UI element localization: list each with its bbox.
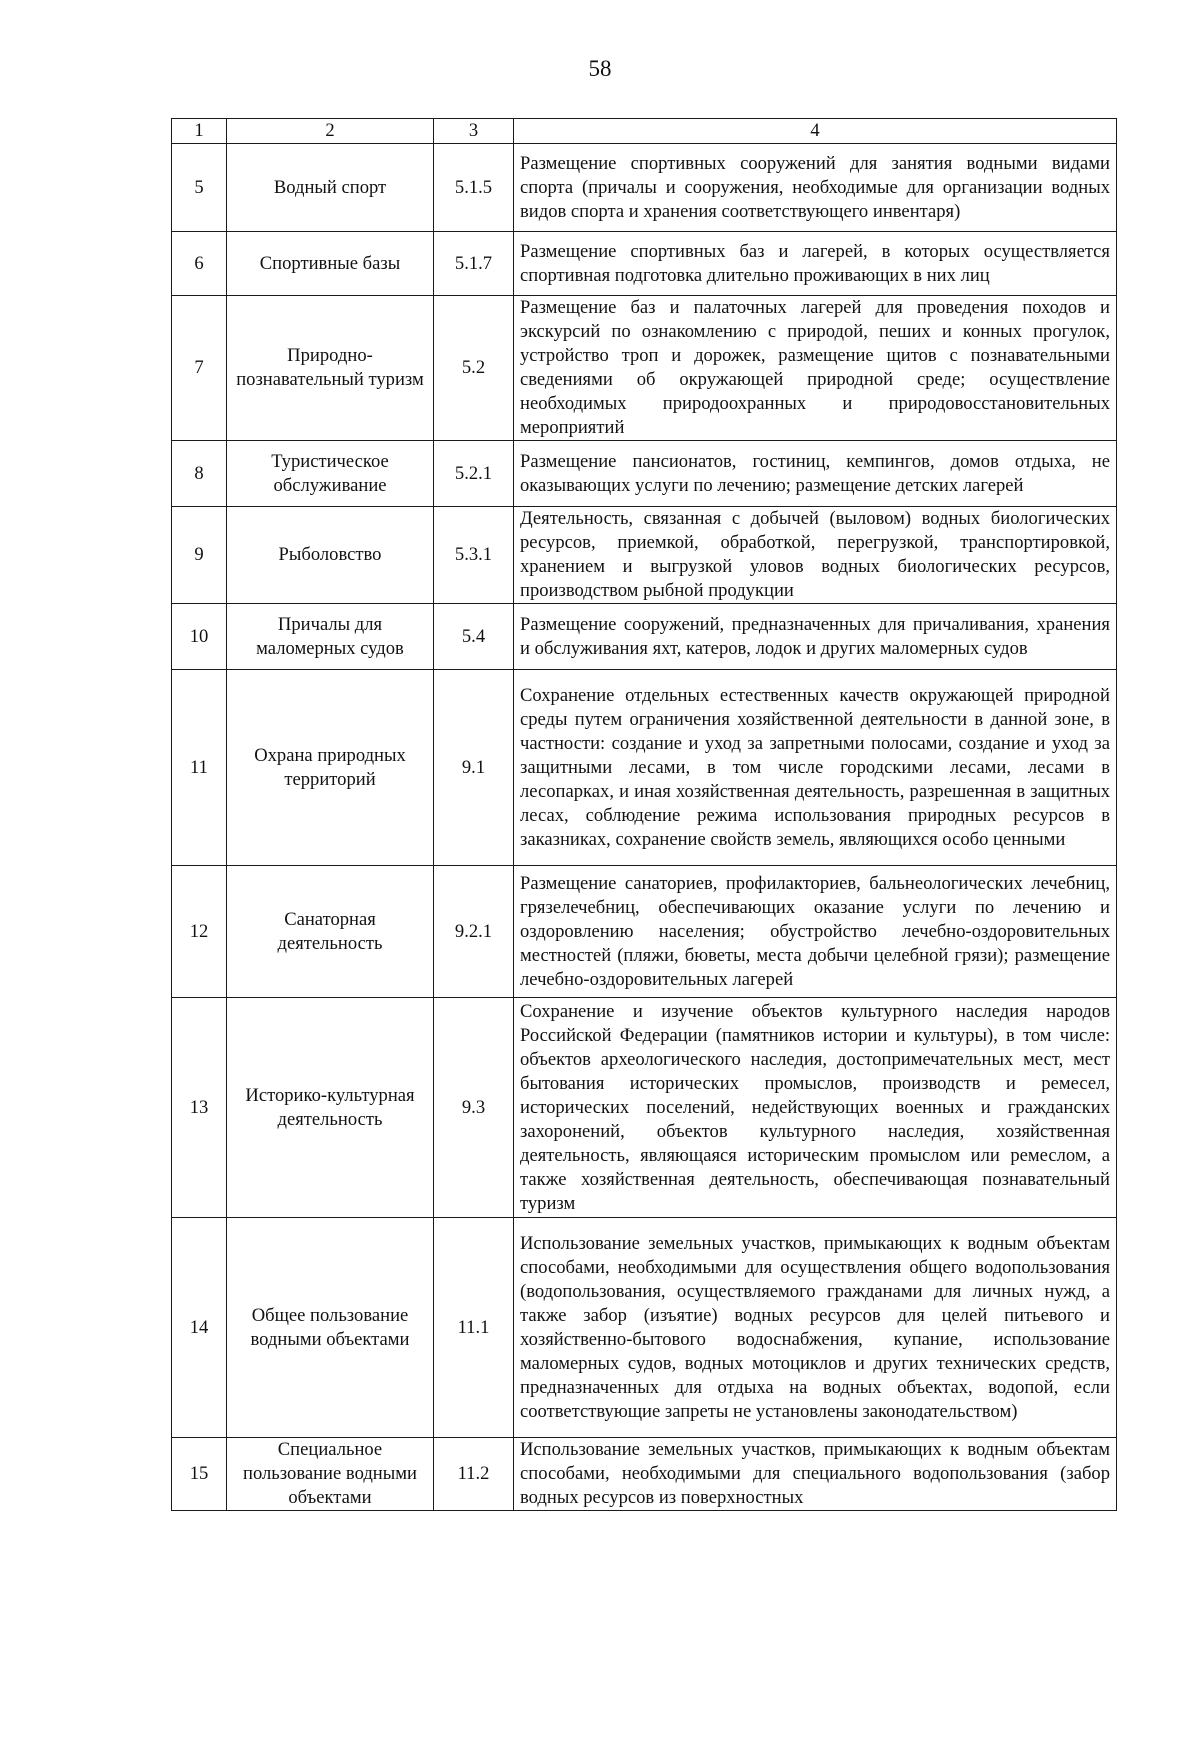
land-use-code: 9.3 <box>434 998 514 1218</box>
row-number: 6 <box>172 232 227 296</box>
land-use-description: Размещение спортивных сооружений для занятия водными видами спорта (причалы и сооружения, необходимые для организации водных видов спорта и хранения соответствующего инвентаря) <box>514 144 1117 232</box>
land-use-name: Рыболовство <box>227 507 434 604</box>
land-use-description: Сохранение и изучение объектов культурного наследия народов Российской Федерации (памятников истории и культуры), в том числе: объектов археологического наследия, достопримечательных мест, мест бытования исторических промыслов, производств и ремесел, исторических поселений, недействующих военных и гражданских захоронений, объектов культурного наследия, хозяйственная деятельность, являющаяся историческим промыслом или ремеслом, а также хозяйственная деятельность, обеспечивающая познавательный туризм <box>514 998 1117 1218</box>
row-number: 11 <box>172 670 227 866</box>
land-use-name: Причалы для маломерных судов <box>227 604 434 670</box>
row-number: 9 <box>172 507 227 604</box>
land-use-description: Использование земельных участков, примыкающих к водным объектам способами, необходимыми для специального водопользования (забор водных ресурсов из поверхностных <box>514 1438 1117 1511</box>
page-number: 58 <box>588 56 612 81</box>
land-use-name: Специальное пользование водными объектами <box>227 1438 434 1511</box>
land-use-name: Охрана природных территорий <box>227 670 434 866</box>
header-col-3: 3 <box>434 119 514 144</box>
table-row <box>172 670 1117 866</box>
header-col-2: 2 <box>227 119 434 144</box>
land-use-code: 5.2 <box>434 296 514 441</box>
land-use-name: Спортивные базы <box>227 232 434 296</box>
table-row <box>172 441 1117 507</box>
land-use-code: 5.4 <box>434 604 514 670</box>
row-number: 15 <box>172 1438 227 1511</box>
land-use-description: Размещение пансионатов, гостиниц, кемпингов, домов отдыха, не оказывающих услуги по лечению; размещение детских лагерей <box>514 441 1117 507</box>
land-use-description: Размещение баз и палаточных лагерей для проведения походов и экскурсий по ознакомлению с природой, пеших и конных прогулок, устройство троп и дорожек, размещение щитов с познавательными сведениями об окружающей природной среде; осуществление необходимых природоохранных и природовосстановительных мероприятий <box>514 296 1117 441</box>
table-row <box>172 144 1117 232</box>
land-use-name: Санаторная деятельность <box>227 866 434 998</box>
row-number: 7 <box>172 296 227 441</box>
table-row <box>172 507 1117 604</box>
land-use-description: Сохранение отдельных естественных качеств окружающей природной среды путем ограничения хозяйственной деятельности в данной зоне, в частности: создание и уход за запретными полосами, создание и уход за защитными лесами, в том числе городскими лесами, лесами в лесопарках, и иная хозяйственная деятельность, разрешенная в защитных лесах, соблюдение режима использования природных ресурсов в заказниках, сохранение свойств земель, являющихся особо ценными <box>514 670 1117 866</box>
land-use-code: 9.2.1 <box>434 866 514 998</box>
row-number: 8 <box>172 441 227 507</box>
land-use-code: 11.1 <box>434 1218 514 1438</box>
land-use-description: Размещение санаториев, профилакториев, бальнеологических лечебниц, грязелечебниц, обеспечивающих оказание услуги по лечению и оздоровлению населения; обустройство лечебно-оздоровительных местностей (пляжи, бюветы, места добычи целебной грязи); размещение лечебно-оздоровительных лагерей <box>514 866 1117 998</box>
table-row <box>172 296 1117 441</box>
land-use-description: Деятельность, связанная с добычей (выловом) водных биологических ресурсов, приемкой, обработкой, перегрузкой, транспортировкой, хранением и выгрузкой уловов водных биологических ресурсов, производством рыбной продукции <box>514 507 1117 604</box>
land-use-code: 5.1.5 <box>434 144 514 232</box>
land-use-code: 5.2.1 <box>434 441 514 507</box>
table-row <box>172 604 1117 670</box>
row-number: 14 <box>172 1218 227 1438</box>
table-row <box>172 866 1117 998</box>
header-col-1: 1 <box>172 119 227 144</box>
row-number: 5 <box>172 144 227 232</box>
land-use-name: Туристическое обслуживание <box>227 441 434 507</box>
land-use-description: Использование земельных участков, примыкающих к водным объектам способами, необходимыми для осуществления общего водопользования (водопользования, осуществляемого гражданами для личных нужд, а также забор (изъятие) водных ресурсов для целей питьевого и хозяйственно-бытового водоснабжения, купание, использование маломерных судов, водных мотоциклов и других технических средств, предназначенных для отдыха на водных объектах, водопой, если соответствующие запреты не установлены законодательством) <box>514 1218 1117 1438</box>
header-col-4: 4 <box>514 119 1117 144</box>
land-use-description: Размещение спортивных баз и лагерей, в которых осуществляется спортивная подготовка длительно проживающих в них лиц <box>514 232 1117 296</box>
land-use-code: 11.2 <box>434 1438 514 1511</box>
row-number: 10 <box>172 604 227 670</box>
land-use-code: 5.3.1 <box>434 507 514 604</box>
table-row <box>172 998 1117 1218</box>
row-number: 13 <box>172 998 227 1218</box>
land-use-name: Водный спорт <box>227 144 434 232</box>
land-use-description: Размещение сооружений, предназначенных для причаливания, хранения и обслуживания яхт, катеров, лодок и других маломерных судов <box>514 604 1117 670</box>
land-use-table <box>171 118 1117 1511</box>
land-use-name: Природно-познавательный туризм <box>227 296 434 441</box>
table-body <box>172 119 1117 1511</box>
table-row <box>172 232 1117 296</box>
table-row <box>172 1438 1117 1511</box>
row-number: 12 <box>172 866 227 998</box>
land-use-code: 9.1 <box>434 670 514 866</box>
land-use-name: Историко-культурная деятельность <box>227 998 434 1218</box>
land-use-name: Общее пользование водными объектами <box>227 1218 434 1438</box>
table-row <box>172 1218 1117 1438</box>
land-use-code: 5.1.7 <box>434 232 514 296</box>
table-header-row <box>172 119 1117 144</box>
